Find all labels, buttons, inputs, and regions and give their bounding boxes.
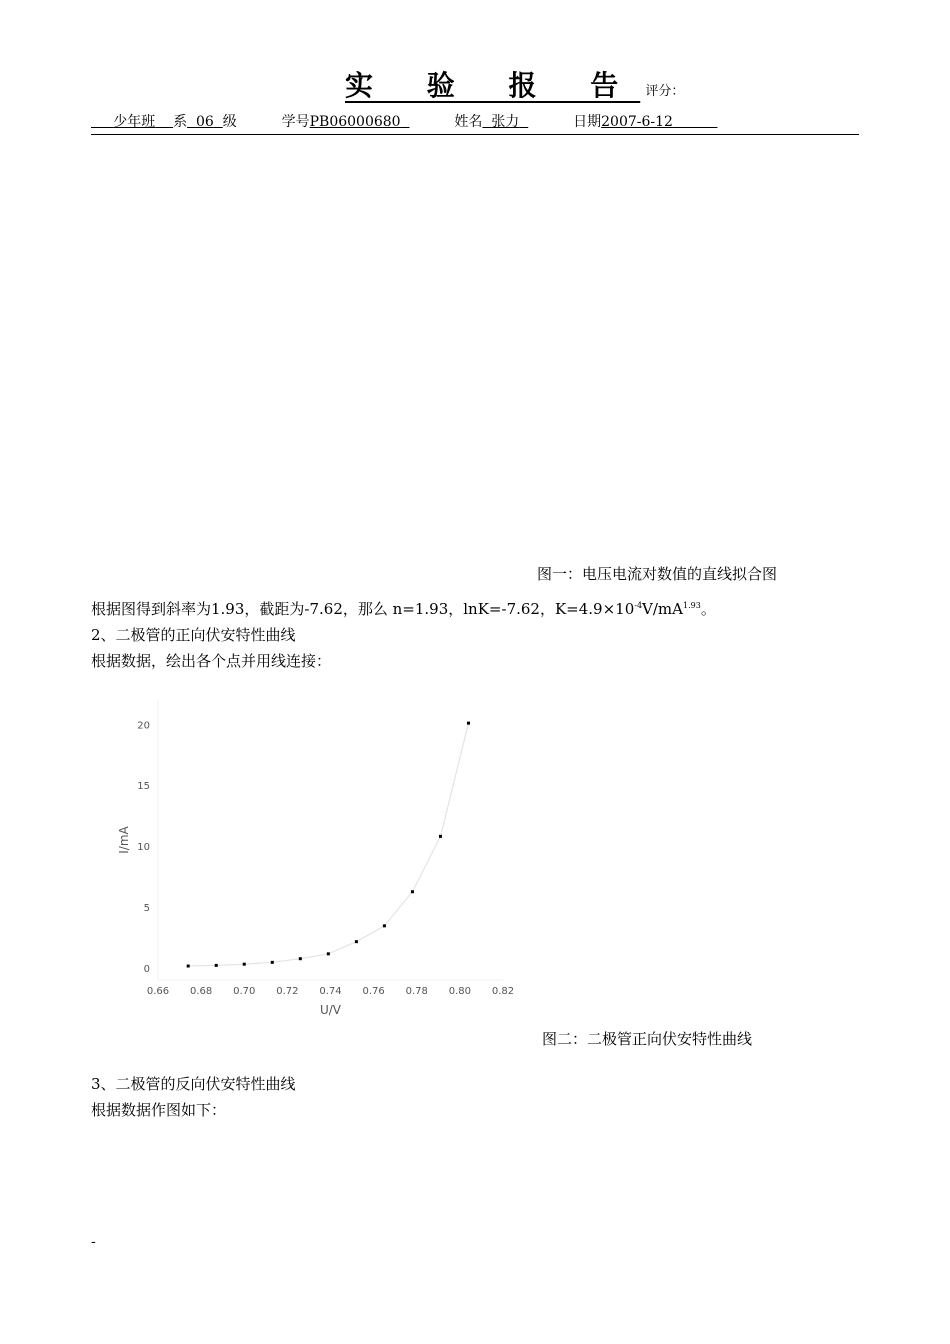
dept-label: 系 [173, 114, 188, 130]
x-tick-label: 0.82 [491, 986, 515, 997]
x-tick-label: 0.76 [362, 986, 385, 997]
student-info-line [91, 111, 859, 131]
y-tick-label: 10 [137, 842, 150, 854]
header-rule [91, 134, 859, 135]
result-paragraph: 根据图得到斜率为1.93，截距为-7.62，那么 n=1.93，lnK=-7.62，$K=4.9\times 10^{-4}V/mA^{1.93}$。 [91, 600, 716, 618]
section3-heading: 3、二极管的反向伏安特性曲线 [91, 1075, 296, 1093]
report-title [345, 64, 684, 104]
data-point [383, 924, 386, 927]
y-tick-label: 15 [137, 781, 150, 793]
data-point [467, 722, 470, 725]
class-value: 少年班 [113, 114, 156, 130]
section2-intro: 根据数据，绘出各个点并用线连接： [91, 652, 332, 670]
x-tick-label: 0.80 [448, 986, 472, 997]
date-value: 2007-6-12 [601, 114, 673, 130]
x-tick-label: 0.72 [276, 986, 299, 997]
name-value: 张力 [491, 114, 520, 130]
data-point [355, 940, 358, 943]
data-point [439, 835, 442, 838]
x-tick-label: 0.74 [319, 986, 342, 997]
y-axis-title: I/mA [117, 826, 131, 854]
data-point [215, 964, 218, 967]
grade-value: 06 [195, 114, 214, 130]
exponent-2: 1.93 [683, 601, 701, 610]
figure2-caption: 图二：二极管正向伏安特性曲线 [542, 1030, 753, 1048]
exponent-1: -4 [634, 601, 643, 610]
x-tick-label: 0.78 [405, 986, 428, 997]
date-label: 日期 [573, 114, 602, 130]
name-label: 姓名 [454, 114, 483, 130]
figure1-caption: 图一：电压电流对数值的直线拟合图 [537, 565, 778, 583]
y-tick-label: 0 [143, 963, 150, 975]
y-tick-label: 20 [137, 720, 150, 732]
id-value: PB06000680 [309, 114, 401, 130]
series-line [188, 723, 468, 966]
data-point [299, 957, 302, 960]
data-point [327, 952, 330, 955]
data-point [243, 963, 246, 966]
grade-field [187, 114, 223, 130]
x-tick-label: 0.70 [233, 986, 256, 997]
data-point [271, 961, 274, 964]
page-dash: - [91, 1234, 96, 1250]
score-label: 评分： [645, 84, 685, 99]
title-text: 实 验 报 告 [345, 69, 641, 102]
section2-heading: 2、二极管的正向伏安特性曲线 [91, 626, 296, 644]
x-tick-label: 0.68 [189, 986, 213, 997]
x-tick-label: 0.66 [146, 986, 170, 997]
grade-label: 级 [222, 114, 237, 130]
forward-iv-chart [91, 690, 531, 1020]
data-point [411, 890, 414, 893]
section3-intro: 根据数据作图如下： [91, 1101, 227, 1119]
x-axis-title: U/V [319, 1003, 342, 1017]
y-tick-label: 5 [143, 902, 150, 914]
class-field [91, 114, 173, 130]
id-label: 学号 [281, 114, 310, 130]
data-point [187, 965, 190, 968]
